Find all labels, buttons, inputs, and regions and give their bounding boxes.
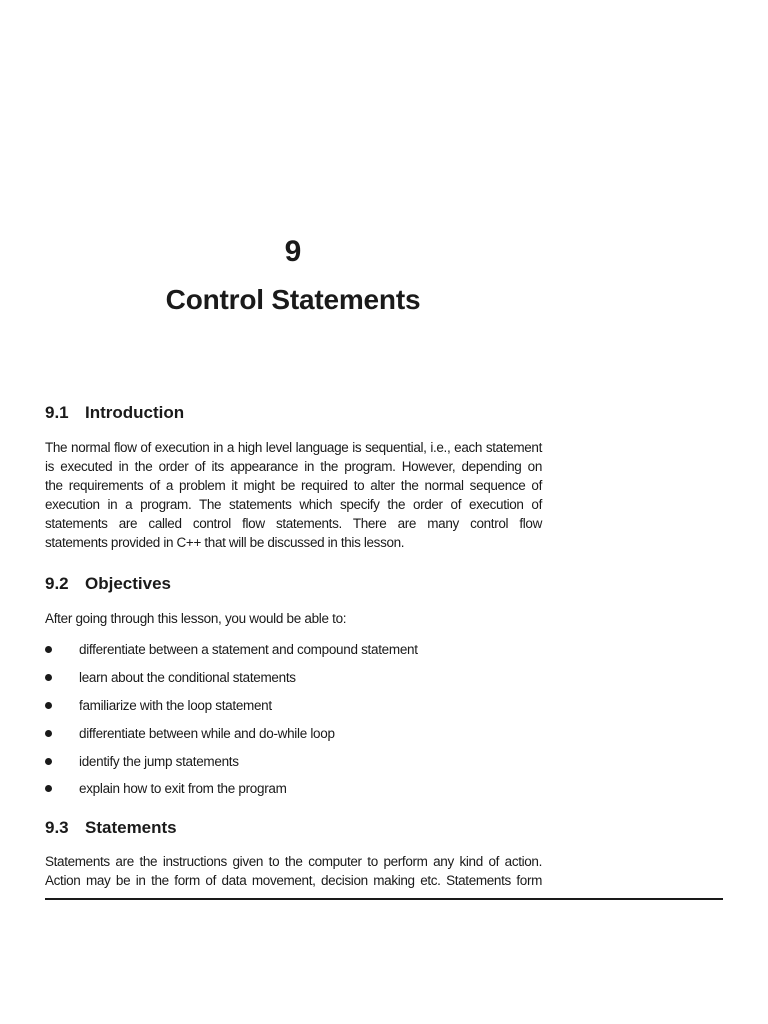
list-item-text: explain how to exit from the program bbox=[79, 781, 287, 797]
paragraph-line: Statements are the instructions given to the computer to perform any kind of action. bbox=[45, 854, 542, 869]
section-heading-introduction bbox=[45, 402, 184, 424]
introduction-paragraph bbox=[45, 438, 542, 552]
section-number: 9.3 bbox=[45, 818, 69, 837]
list-item-text: identify the jump statements bbox=[79, 753, 239, 769]
list-item bbox=[45, 636, 418, 664]
chapter-number: 9 bbox=[284, 235, 302, 268]
bullet-icon bbox=[45, 730, 52, 737]
objectives-list bbox=[45, 636, 418, 803]
list-item-text: familiarize with the loop statement bbox=[79, 697, 272, 713]
bullet-icon bbox=[45, 758, 52, 765]
section-heading-statements bbox=[45, 817, 177, 839]
list-item bbox=[45, 664, 418, 692]
list-item-text: differentiate between a statement and compound statement bbox=[79, 642, 418, 658]
section-title: Objectives bbox=[85, 574, 171, 593]
paragraph-line: Action may be in the form of data movement, decision making etc. Statements form bbox=[45, 873, 542, 888]
paragraph-line: is executed in the order of its appearance in the program. However, depending on bbox=[45, 459, 542, 474]
statements-paragraph bbox=[45, 852, 542, 890]
section-number: 9.2 bbox=[45, 574, 69, 593]
chapter-title: Control Statements bbox=[165, 284, 421, 315]
section-heading-objectives bbox=[45, 573, 171, 595]
section-number: 9.1 bbox=[45, 403, 69, 422]
list-item-text: differentiate between while and do-while loop bbox=[79, 725, 335, 741]
objectives-lead: After going through this lesson, you would be able to: bbox=[45, 611, 347, 626]
section-title: Statements bbox=[85, 818, 177, 837]
list-item bbox=[45, 719, 418, 747]
paragraph-line: The normal flow of execution in a high level language is sequential, i.e., each statement bbox=[45, 440, 542, 455]
list-item bbox=[45, 747, 418, 775]
footer-rule bbox=[45, 898, 723, 900]
list-item bbox=[45, 692, 418, 720]
bullet-icon bbox=[45, 702, 52, 709]
paragraph-line: execution in a program. The statements which specify the order of execution of bbox=[45, 497, 542, 512]
section-title: Introduction bbox=[85, 403, 185, 422]
bullet-icon bbox=[45, 785, 52, 792]
bullet-icon bbox=[45, 674, 52, 681]
paragraph-line: the requirements of a problem it might be required to alter the normal sequence of bbox=[45, 478, 542, 493]
bullet-icon bbox=[45, 646, 52, 653]
paragraph-line: statements are called control flow statements. There are many control flow bbox=[45, 516, 542, 531]
list-item bbox=[45, 775, 418, 803]
paragraph-line: statements provided in C++ that will be discussed in this lesson. bbox=[45, 535, 405, 550]
list-item-text: learn about the conditional statements bbox=[79, 670, 296, 686]
